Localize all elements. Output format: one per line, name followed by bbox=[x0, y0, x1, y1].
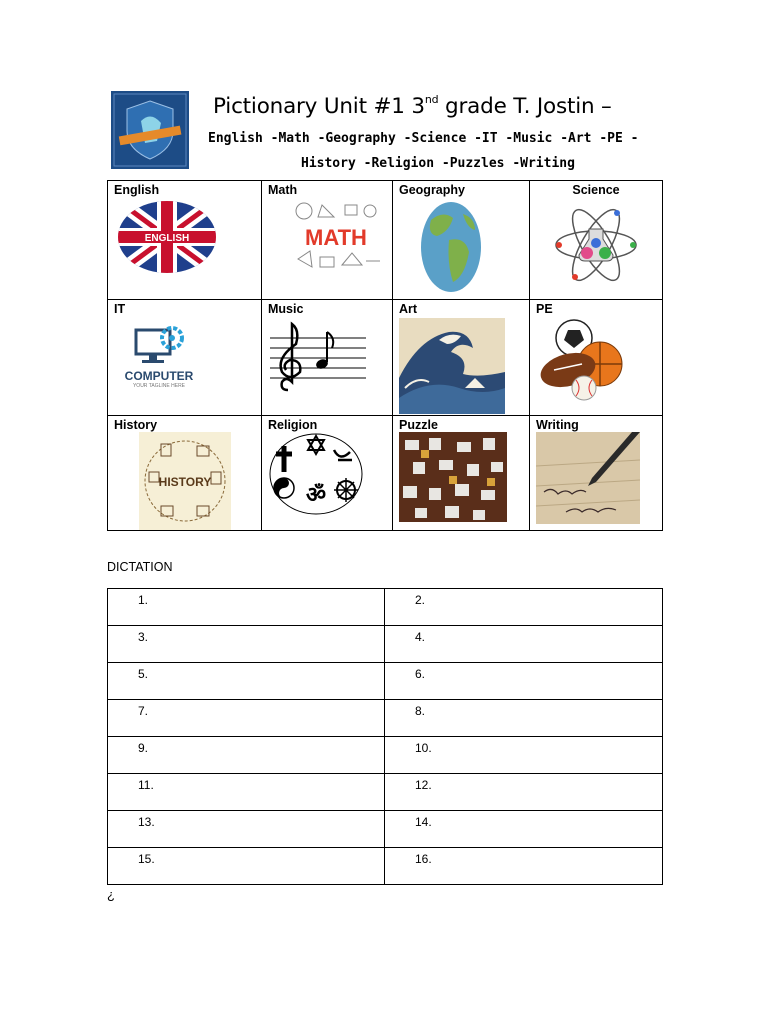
cell-label-writing: Writing bbox=[536, 418, 579, 432]
dictation-table bbox=[107, 588, 663, 885]
cell-writing bbox=[530, 416, 663, 531]
item-number: 9. bbox=[138, 741, 149, 755]
cell-label-art: Art bbox=[399, 302, 418, 316]
dictation-cell[interactable] bbox=[385, 626, 663, 663]
subjects-grid bbox=[107, 180, 663, 531]
dictation-cell[interactable] bbox=[108, 774, 385, 811]
math-icon bbox=[290, 199, 382, 275]
dictation-cell[interactable] bbox=[385, 737, 663, 774]
history-pic-text: HISTORY bbox=[158, 475, 212, 489]
table-row bbox=[108, 626, 663, 663]
item-number: 5. bbox=[138, 667, 149, 681]
cell-label-music: Music bbox=[268, 302, 304, 316]
table-row bbox=[108, 663, 663, 700]
cell-it bbox=[108, 300, 262, 416]
cell-label-it: IT bbox=[114, 302, 126, 316]
cell-science bbox=[530, 181, 663, 300]
math-pic-text: MATH bbox=[305, 225, 367, 250]
item-number: 16. bbox=[415, 852, 432, 866]
item-number: 1. bbox=[138, 593, 149, 607]
svg-text:ॐ: ॐ bbox=[305, 483, 327, 508]
history-collage-icon bbox=[139, 432, 231, 530]
cell-label-english: English bbox=[114, 183, 160, 197]
computer-pic-tagline: YOUR TAGLINE HERE bbox=[132, 383, 186, 389]
cell-label-religion: Religion bbox=[268, 418, 318, 432]
dictation-cell[interactable] bbox=[108, 700, 385, 737]
dictation-cell[interactable] bbox=[108, 737, 385, 774]
item-number: 6. bbox=[415, 667, 426, 681]
dictation-cell[interactable] bbox=[385, 700, 663, 737]
school-logo bbox=[111, 91, 189, 169]
dictation-cell[interactable] bbox=[108, 811, 385, 848]
item-number: 10. bbox=[415, 741, 432, 755]
dictation-cell[interactable] bbox=[385, 774, 663, 811]
item-number: 12. bbox=[415, 778, 432, 792]
cell-label-science: Science bbox=[572, 183, 620, 197]
dictation-cell[interactable] bbox=[108, 589, 385, 626]
item-number: 7. bbox=[138, 704, 149, 718]
cell-label-history: History bbox=[114, 418, 158, 432]
cell-pe bbox=[530, 300, 663, 416]
item-number: 2. bbox=[415, 593, 426, 607]
cell-english bbox=[108, 181, 262, 300]
cell-label-math: Math bbox=[268, 183, 298, 197]
computer-logo bbox=[118, 324, 200, 396]
subjects-line-1: English -Math -Geography -Science -IT -Music -Art -PE - bbox=[208, 131, 639, 146]
trailing-mark: ¿ bbox=[107, 887, 115, 902]
subjects-line-2: History -Religion -Puzzles -Writing bbox=[301, 156, 575, 171]
item-number: 14. bbox=[415, 815, 432, 829]
item-number: 11. bbox=[138, 778, 154, 792]
cell-art bbox=[393, 300, 530, 416]
item-number: 8. bbox=[415, 704, 426, 718]
dictation-cell[interactable] bbox=[385, 811, 663, 848]
dictation-cell[interactable] bbox=[108, 848, 385, 885]
cell-puzzle bbox=[393, 416, 530, 531]
cell-geography bbox=[393, 181, 530, 300]
table-row bbox=[108, 774, 663, 811]
dictation-cell[interactable] bbox=[108, 626, 385, 663]
cell-label-geography: Geography bbox=[399, 183, 465, 197]
religion-symbols-icon bbox=[268, 432, 364, 516]
table-row bbox=[108, 811, 663, 848]
cell-math bbox=[262, 181, 393, 300]
item-number: 15. bbox=[138, 852, 155, 866]
cell-label-pe: PE bbox=[536, 302, 553, 316]
dictation-cell[interactable] bbox=[385, 848, 663, 885]
cell-religion bbox=[262, 416, 393, 531]
item-number: 4. bbox=[415, 630, 426, 644]
dictation-label: DICTATION bbox=[107, 560, 173, 574]
atom-icon bbox=[551, 205, 641, 285]
cell-music bbox=[262, 300, 393, 416]
table-row bbox=[108, 848, 663, 885]
table-row bbox=[108, 737, 663, 774]
sports-balls-icon bbox=[538, 318, 624, 404]
english-pic-text: ENGLISH bbox=[144, 233, 190, 244]
item-number: 13. bbox=[138, 815, 155, 829]
dictation-cell[interactable] bbox=[108, 663, 385, 700]
dictation-cell[interactable] bbox=[385, 589, 663, 626]
computer-pic-text: COMPUTER bbox=[124, 369, 194, 383]
fountain-pen-icon bbox=[536, 432, 640, 524]
cell-history bbox=[108, 416, 262, 531]
puzzle-pieces-icon bbox=[399, 432, 507, 522]
dictation-cell[interactable] bbox=[385, 663, 663, 700]
table-row bbox=[108, 589, 663, 626]
union-jack-icon bbox=[117, 200, 217, 274]
computer-monitor-icon bbox=[118, 324, 200, 366]
great-wave-painting-icon bbox=[399, 318, 505, 414]
page-title: Pictionary Unit #1 3nd grade T. Jostin – bbox=[213, 92, 612, 119]
item-number: 3. bbox=[138, 630, 149, 644]
globe-icon bbox=[419, 200, 483, 294]
cell-label-puzzle: Puzzle bbox=[399, 418, 438, 432]
table-row bbox=[108, 700, 663, 737]
music-staff-icon bbox=[270, 320, 368, 394]
